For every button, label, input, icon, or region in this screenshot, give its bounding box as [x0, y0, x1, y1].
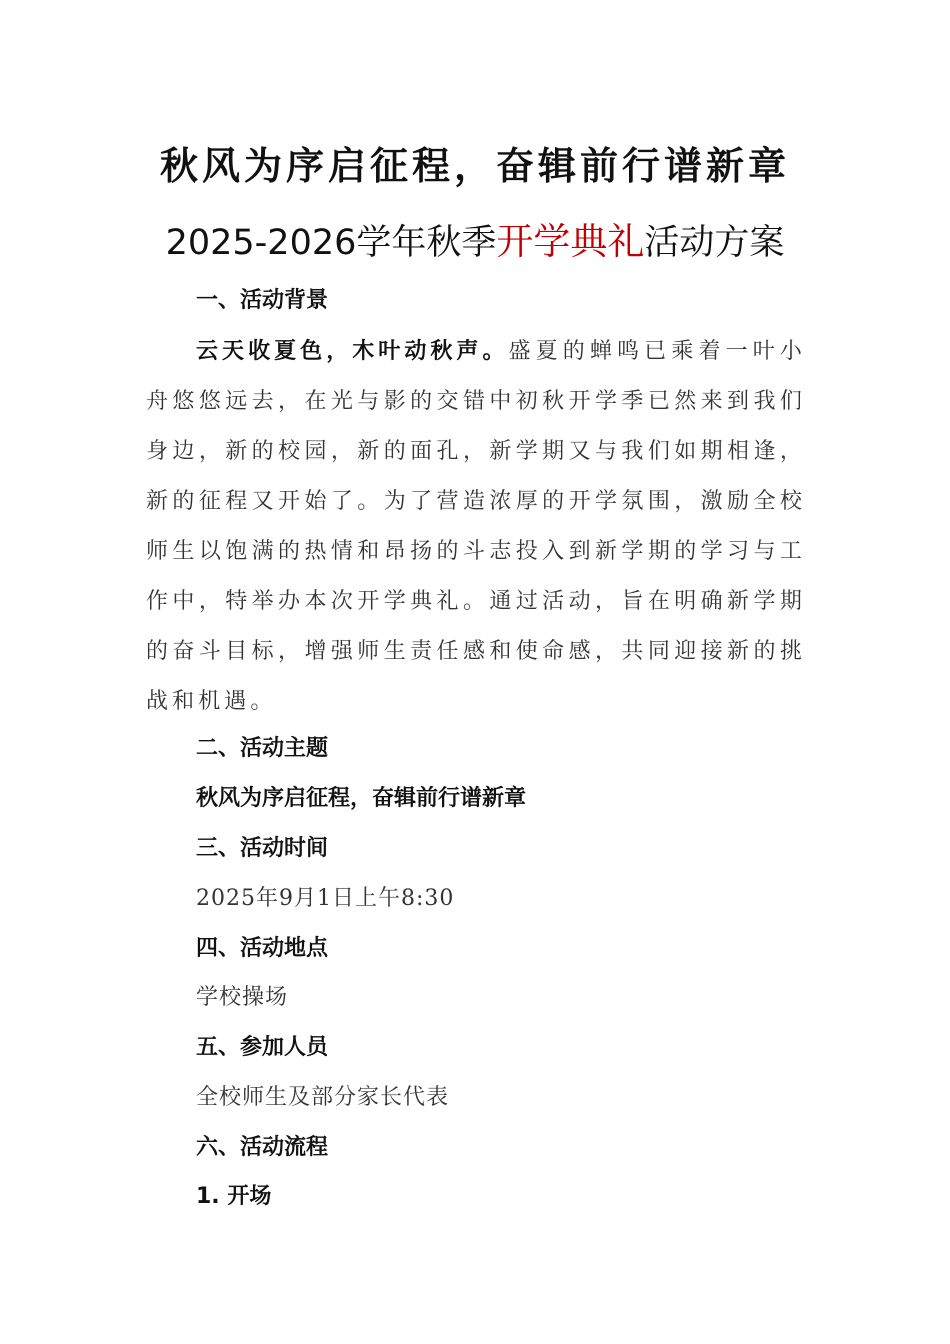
document-title: 秋风为序启征程，奋辑前行谱新章 [159, 143, 790, 188]
subtitle-suffix: 活动方案 [644, 223, 785, 263]
section-heading-location: 四、活动地点 [196, 936, 329, 961]
process-item-1: 1. 开场 [196, 1184, 272, 1209]
document-subtitle [0, 212, 950, 273]
section-heading-time: 三、活动时间 [196, 836, 329, 861]
theme-content: 秋风为序启征程，奋辑前行谱新章 [196, 786, 527, 811]
participants-content: 全校师生及部分家长代表 [196, 1085, 450, 1110]
background-paragraph [146, 326, 806, 727]
subtitle-highlight: 开学典礼 [496, 220, 645, 263]
background-body: 盛夏的蝉鸣已乘着一叶小舟悠悠远去，在光与影的交错中初秋开学季已然来到我们身边，新的校园，新的面孔，新学期又与我们如期相逢，新的征程又开始了。为了营造浓厚的开学氛围，激励全校师生以饱满的热情和昂扬的斗志投入到新学期的学习与工作中，特举办本次开学典礼。通过活动，旨在明确新学期的奋斗目标，增强师生责任感和使命感，共同迎接新的挑战和机遇。 [146, 339, 806, 714]
background-lead: 云天收夏色，木叶动秋声。 [196, 338, 509, 364]
location-content: 学校操场 [196, 985, 289, 1010]
section-heading-theme: 二、活动主题 [196, 736, 329, 761]
section-heading-process: 六、活动流程 [196, 1135, 329, 1160]
subtitle-prefix: 2025-2026学年秋季 [165, 223, 497, 263]
section-heading-participants: 五、参加人员 [196, 1035, 329, 1060]
time-content: 2025年9月1日上午8:30 [196, 886, 455, 911]
section-heading-background: 一、活动背景 [196, 288, 329, 313]
